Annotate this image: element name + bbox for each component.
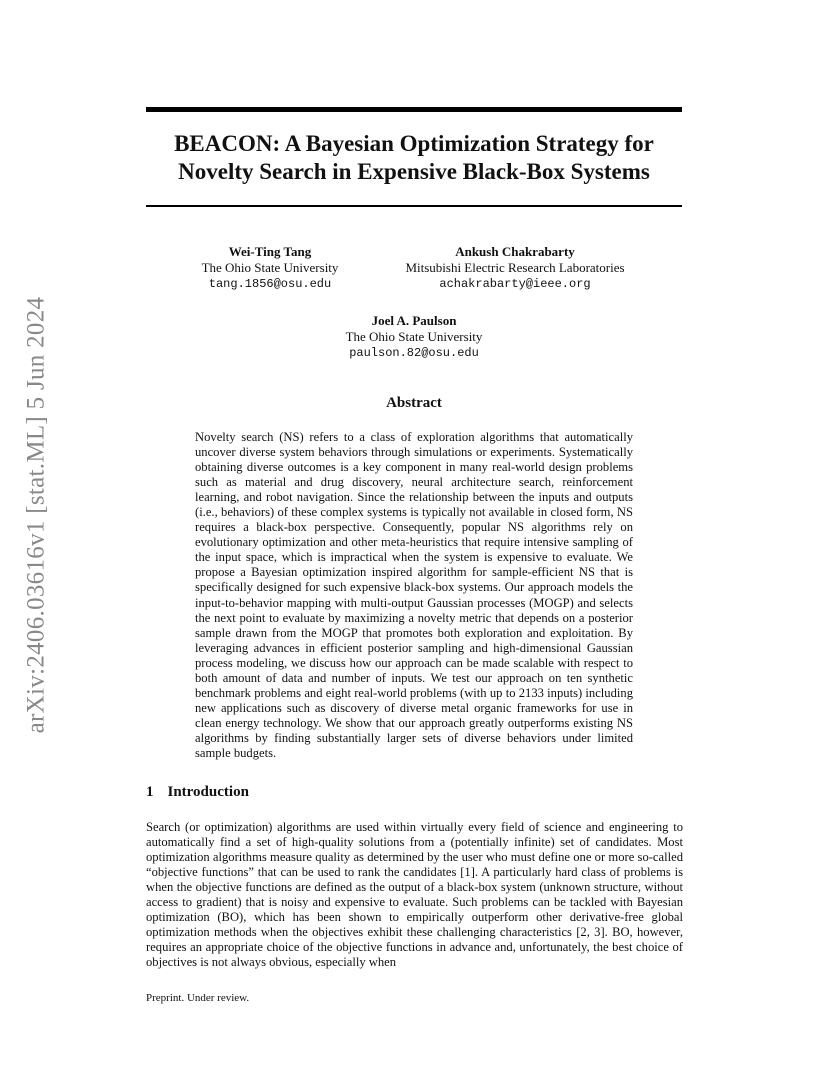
arxiv-identifier-text: arXiv:2406.03616v1 [stat.ML] 5 Jun 2024 [22,296,50,734]
author-affiliation: Mitsubishi Electric Research Laboratories [405,260,625,275]
footer-note: Preprint. Under review. [146,992,250,1004]
author-block-1 [180,244,360,292]
introduction-text: Search (or optimization) algorithms are used within virtually every field of science and engineering to automatically find a set of high-quality solutions from a (potentially infinite) set of candidates. Most optimization algorithms measure quality as determined by the user who must define one or more so-called “objective functions” that can be used to rank the candidates [1]. A particularly hard class of problems is when the objective functions are defined as the output of a black-box system (unknown structure, without access to gradient) that is noisy and expensive to evaluate. Such problems can be tackled with Bayesian optimization (BO), which has been shown to empirically outperform other derivative-free global optimization methods when the objectives exhibit these challenging characteristics [2, 3]. BO, however, requires an appropriate choice of the objective functions in advance and, unfortunately, the best choice of objectives is not always obvious, especially when [146,820,683,970]
abstract-text: Novelty search (NS) refers to a class of exploration algorithms that automatically uncover diverse system behaviors through simulations or experiments. Systematically obtaining diverse outcomes is a key component in many real-world design problems such as material and drug discovery, neural architecture search, reinforcement learning, and robot navigation. Since the relationship between the inputs and outputs (i.e., behaviors) of these complex systems is typically not available in closed form, NS requires a black-box perspective. Consequently, popular NS algorithms rely on evolutionary optimization and other meta-heuristics that require intensive sampling of the input space, which is impractical when the system is expensive to evaluate. We propose a Bayesian optimization inspired algorithm for sample-efficient NS that is specifically designed for such expensive black-box systems. Our approach models the input-to-behavior mapping with multi-output Gaussian processes (MOGP) and selects the next point to evaluate by maximizing a novelty metric that depends on a posterior sample drawn from the MOGP that promotes both exploration and exploitation. By leveraging advances in efficient posterior sampling and high-dimensional Gaussian process modeling, we discuss how our approach can be made scalable with respect to both amount of data and number of inputs. We test our approach on ten synthetic benchmark problems and eight real-world problems (with up to 2133 inputs) including new applications such as discovery of diverse metal organic frameworks for use in clean energy technology. We show that our approach greatly outperforms existing NS algorithms by finding substantially larger sets of diverse behaviors under limited sample budgets. [195,430,633,760]
author-email: achakrabarty@ieee.org [439,277,591,291]
author-affiliation: The Ohio State University [201,260,339,275]
paper-title-line-2: Novelty Search in Expensive Black-Box Systems [178,159,650,184]
section-number: 1 [146,784,154,800]
author-affiliation: The Ohio State University [345,329,483,344]
author-email: tang.1856@osu.edu [208,277,332,291]
author-block-3 [314,313,514,361]
author-email: paulson.82@osu.edu [349,346,479,360]
title-top-rule [146,107,682,112]
paper-title-line-1: BEACON: A Bayesian Optimization Strategy for [174,131,654,156]
paper-title [146,130,682,186]
author-name: Ankush Chakrabarty [455,244,575,259]
section-heading [146,784,249,801]
abstract-heading: Abstract [386,395,442,411]
arxiv-identifier [16,290,56,740]
title-bottom-rule [146,205,682,207]
section-title: Introduction [167,784,249,800]
author-name: Joel A. Paulson [371,313,457,328]
author-name: Wei-Ting Tang [228,244,312,259]
author-block-2 [380,244,650,292]
